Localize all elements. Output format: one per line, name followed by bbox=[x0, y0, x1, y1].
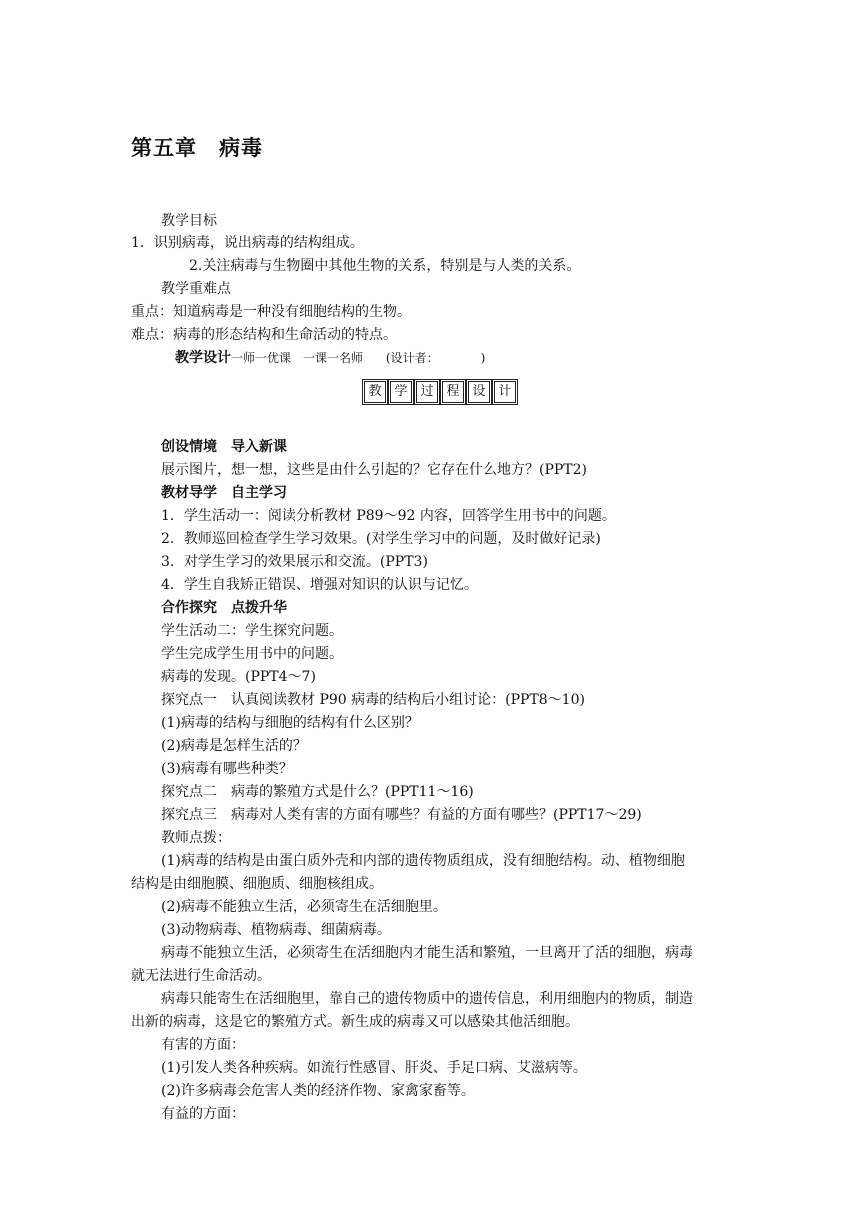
process-design-boxes bbox=[364, 381, 516, 403]
difficult-point: 难点：病毒的形态结构和生命活动的特点。 bbox=[131, 327, 397, 343]
paragraph-line: 出新的病毒，这是它的繁殖方式。新生成的病毒又可以感染其他活细胞。 bbox=[131, 1014, 579, 1030]
design-label: 教学设计 bbox=[175, 350, 231, 366]
section-3-line: (1)病毒的结构与细胞的结构有什么区别？ bbox=[161, 715, 419, 731]
process-box: 学 bbox=[390, 381, 412, 403]
process-box: 教 bbox=[364, 381, 386, 403]
process-box: 计 bbox=[494, 381, 516, 403]
section-3-line: 学生活动二：学生探究问题。 bbox=[161, 623, 343, 639]
harm-item-1: (1)引发人类各种疾病。如流行性感冒、肝炎、手足口病、艾滋病等。 bbox=[161, 1060, 587, 1076]
objectives-heading: 教学目标 bbox=[161, 213, 217, 229]
objective-1: 1．识别病毒，说出病毒的结构组成。 bbox=[131, 235, 364, 251]
section-2-item-1: 1．学生活动一：阅读分析教材 P89～92 内容，回答学生用书中的问题。 bbox=[161, 508, 616, 524]
section-3-line: 学生完成学生用书中的问题。 bbox=[161, 646, 343, 662]
objective-2: 2.关注病毒与生物圈中其他生物的关系，特别是与人类的关系。 bbox=[189, 258, 581, 274]
keypoints-heading: 教学重难点 bbox=[161, 281, 231, 297]
paragraph-line: (1)病毒的结构是由蛋白质外壳和内部的遗传物质组成，没有细胞结构。动、植物细胞 bbox=[161, 853, 685, 869]
paragraph-line: 结构是由细胞膜、细胞质、细胞核组成。 bbox=[131, 876, 383, 892]
harm-heading: 有害的方面： bbox=[161, 1037, 245, 1053]
design-line bbox=[175, 349, 485, 367]
harm-item-2: (2)许多病毒会危害人类的经济作物、家禽家畜等。 bbox=[161, 1083, 475, 1099]
designer-field: (设计者： ) bbox=[385, 351, 486, 365]
section-3-line: (2)病毒是怎样生活的？ bbox=[161, 738, 307, 754]
section-3-line: 教师点拨： bbox=[161, 830, 231, 846]
section-3-line: 病毒的发现。(PPT4～7) bbox=[161, 669, 316, 685]
design-subtitle: 一师一优课 一课一名师 bbox=[231, 351, 364, 365]
chapter-title: 第五章 病毒 bbox=[131, 136, 263, 160]
section-3-line: 探究点二 病毒的繁殖方式是什么？(PPT11～16) bbox=[161, 784, 474, 800]
section-1-heading: 创设情境 导入新课 bbox=[161, 439, 287, 455]
section-3-heading: 合作探究 点拨升华 bbox=[161, 600, 287, 616]
paragraph-line: (2)病毒不能独立生活，必须寄生在活细胞里。 bbox=[161, 899, 447, 915]
process-box: 程 bbox=[442, 381, 464, 403]
section-2-heading: 教材导学 自主学习 bbox=[161, 485, 287, 501]
section-1-text: 展示图片，想一想，这些是由什么引起的？它存在什么地方？(PPT2) bbox=[161, 462, 588, 478]
section-2-item-3: 3．对学生学习的效果展示和交流。(PPT3) bbox=[161, 554, 428, 570]
section-3-line: 探究点三 病毒对人类有害的方面有哪些？有益的方面有哪些？(PPT17～29) bbox=[161, 807, 642, 823]
section-2-item-2: 2．教师巡回检查学生学习效果。(对学生学习中的问题，及时做好记录) bbox=[161, 531, 601, 547]
section-3-line: (3)病毒有哪些种类？ bbox=[161, 761, 293, 777]
paragraph-line: 病毒只能寄生在活细胞里，靠自己的遗传物质中的遗传信息，利用细胞内的物质，制造 bbox=[161, 991, 693, 1007]
key-point: 重点：知道病毒是一种没有细胞结构的生物。 bbox=[131, 304, 411, 320]
paragraph-line: 就无法进行生命活动。 bbox=[131, 968, 271, 984]
section-2-item-4: 4．学生自我矫正错误、增强对知识的认识与记忆。 bbox=[161, 577, 478, 593]
paragraph-line: (3)动物病毒、植物病毒、细菌病毒。 bbox=[161, 922, 391, 938]
process-box: 设 bbox=[468, 381, 490, 403]
section-3-line: 探究点一 认真阅读教材 P90 病毒的结构后小组讨论：(PPT8～10) bbox=[161, 692, 585, 708]
benefit-heading: 有益的方面： bbox=[161, 1106, 245, 1122]
paragraph-line: 病毒不能独立生活，必须寄生在活细胞内才能生活和繁殖，一旦离开了活的细胞，病毒 bbox=[161, 945, 693, 961]
process-box: 过 bbox=[416, 381, 438, 403]
